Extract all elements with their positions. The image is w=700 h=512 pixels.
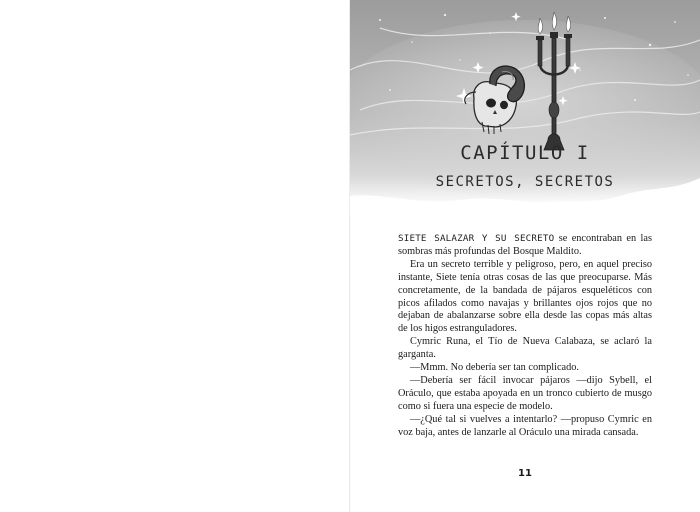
right-page [350,0,700,512]
paragraph-lead-in: SIETE SALAZAR Y SU SECRETO [398,233,555,244]
page-number: 11 [518,468,532,479]
chapter-body [398,233,652,440]
paragraph: Era un secreto terrible y peligroso, pero, en aquel preciso instante, Siete tenía otras cosas de las que preocuparse. Más concretamente, de la bandada de pájaros esqueléticos con picos afilados como navajas y brillantes ojos rojos que no dejaban de abalanzarse sobre ella desde las copas más altas de los higos estranguladores. [398,258,652,335]
paragraph: —¿Qué tal si vuelves a intentarlo? —propuso Cymric en voz baja, antes de lanzarle al Oráculo una mirada cansada. [398,413,652,438]
chapter-number: CAPÍTULO I [460,142,590,164]
paragraph [398,233,652,259]
paragraph-text: se encontraban en las sombras más profundas del Bosque Maldito. [398,233,652,257]
paragraph: —Debería ser fácil invocar pájaros —dijo Sybell, el Oráculo, que estaba apoyada en un tronco cubierto de musgo como si fuera una especie de modelo. [398,374,652,412]
paragraph: —Mmm. No debería ser tan complicado. [410,362,579,374]
paragraph: Cymric Runa, el Tío de Nueva Calabaza, se aclaró la garganta. [398,336,652,361]
chapter-title: SECRETOS, SECRETOS [435,174,615,190]
